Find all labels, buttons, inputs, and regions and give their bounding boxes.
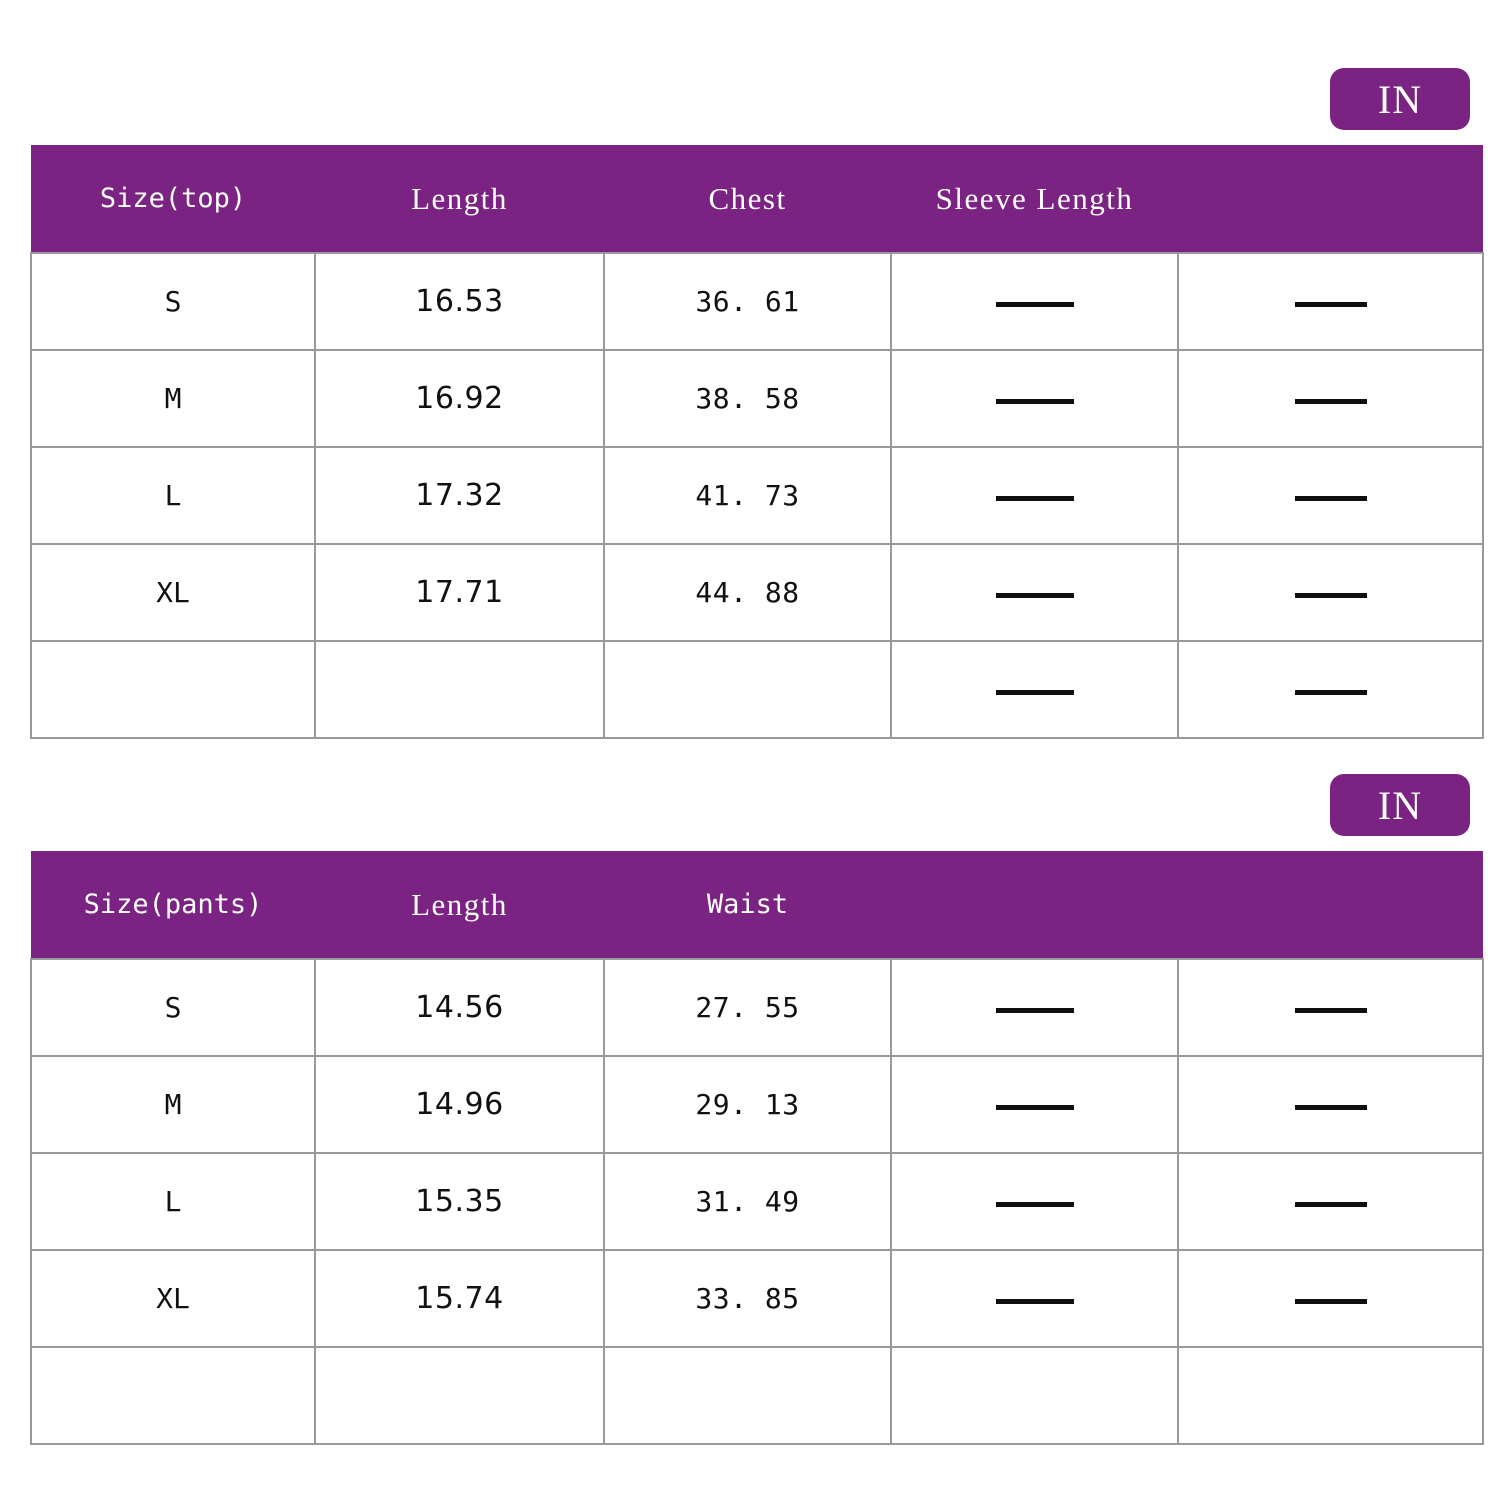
dash-icon	[1295, 593, 1367, 598]
table-row	[31, 959, 1483, 1056]
size-table-pants	[30, 851, 1484, 1445]
unit-badge-top	[1330, 68, 1470, 130]
cell-length: 14.96	[315, 1056, 604, 1153]
column-header-sleeve-length: Sleeve Length	[891, 145, 1178, 253]
cell-blank-1	[891, 1056, 1178, 1153]
column-header-blank-2	[1178, 851, 1483, 959]
cell-sleeve	[891, 641, 1178, 738]
cell-size	[31, 1347, 315, 1444]
unit-badge-bottom-label: IN	[1377, 782, 1423, 828]
dash-icon	[1295, 399, 1367, 404]
cell-length: 16.53	[315, 253, 604, 350]
table-row	[31, 1153, 1483, 1250]
cell-length	[315, 1347, 604, 1444]
cell-extra	[1178, 641, 1483, 738]
cell-size: M	[31, 350, 315, 447]
cell-extra	[1178, 544, 1483, 641]
cell-length: 15.35	[315, 1153, 604, 1250]
cell-extra	[1178, 447, 1483, 544]
cell-blank-2	[1178, 1056, 1483, 1153]
cell-blank-1	[891, 1347, 1178, 1444]
cell-length: 14.56	[315, 959, 604, 1056]
cell-length: 17.32	[315, 447, 604, 544]
cell-waist	[604, 1347, 891, 1444]
dash-icon	[996, 302, 1074, 307]
cell-length: 16.92	[315, 350, 604, 447]
table-row	[31, 253, 1483, 350]
unit-badge-bottom	[1330, 774, 1470, 836]
dash-icon	[996, 593, 1074, 598]
cell-extra	[1178, 350, 1483, 447]
dash-icon	[1295, 690, 1367, 695]
cell-size: M	[31, 1056, 315, 1153]
cell-size: S	[31, 253, 315, 350]
cell-sleeve	[891, 447, 1178, 544]
cell-waist: 29. 13	[604, 1056, 891, 1153]
cell-chest: 38. 58	[604, 350, 891, 447]
table-row	[31, 350, 1483, 447]
cell-waist: 33. 85	[604, 1250, 891, 1347]
cell-size: S	[31, 959, 315, 1056]
column-header-size-pants: Size(pants)	[31, 851, 315, 959]
column-header-blank-1	[891, 851, 1178, 959]
unit-badge-top-label: IN	[1377, 76, 1423, 122]
cell-blank-2	[1178, 959, 1483, 1056]
cell-waist: 31. 49	[604, 1153, 891, 1250]
cell-size: L	[31, 1153, 315, 1250]
dash-icon	[1295, 496, 1367, 501]
cell-length: 15.74	[315, 1250, 604, 1347]
column-header-length: Length	[315, 145, 604, 253]
cell-length	[315, 641, 604, 738]
column-header-waist: Waist	[604, 851, 891, 959]
table-row	[31, 1056, 1483, 1153]
table-header-row	[31, 851, 1483, 959]
size-table-top	[30, 145, 1484, 739]
dash-icon	[1295, 1202, 1367, 1207]
dash-icon	[996, 690, 1074, 695]
cell-blank-1	[891, 959, 1178, 1056]
cell-size: L	[31, 447, 315, 544]
cell-chest: 36. 61	[604, 253, 891, 350]
dash-icon	[996, 496, 1074, 501]
column-header-size-top: Size(top)	[31, 145, 315, 253]
dash-icon	[1295, 1105, 1367, 1110]
column-header-blank	[1178, 145, 1483, 253]
cell-blank-1	[891, 1250, 1178, 1347]
table-row	[31, 544, 1483, 641]
cell-length: 17.71	[315, 544, 604, 641]
cell-blank-2	[1178, 1250, 1483, 1347]
dash-icon	[996, 1105, 1074, 1110]
table-row	[31, 447, 1483, 544]
cell-size: XL	[31, 1250, 315, 1347]
table-row	[31, 1250, 1483, 1347]
dash-icon	[996, 399, 1074, 404]
cell-sleeve	[891, 253, 1178, 350]
dash-icon	[996, 1202, 1074, 1207]
dash-icon	[996, 1008, 1074, 1013]
cell-size: XL	[31, 544, 315, 641]
table-header-row	[31, 145, 1483, 253]
dash-icon	[1295, 1008, 1367, 1013]
cell-chest: 44. 88	[604, 544, 891, 641]
table-row	[31, 641, 1483, 738]
cell-extra	[1178, 253, 1483, 350]
table-row	[31, 1347, 1483, 1444]
cell-sleeve	[891, 544, 1178, 641]
column-header-length: Length	[315, 851, 604, 959]
cell-waist: 27. 55	[604, 959, 891, 1056]
cell-blank-2	[1178, 1347, 1483, 1444]
cell-sleeve	[891, 350, 1178, 447]
cell-blank-2	[1178, 1153, 1483, 1250]
dash-icon	[1295, 1299, 1367, 1304]
cell-chest: 41. 73	[604, 447, 891, 544]
cell-chest	[604, 641, 891, 738]
cell-size	[31, 641, 315, 738]
dash-icon	[996, 1299, 1074, 1304]
dash-icon	[1295, 302, 1367, 307]
column-header-chest: Chest	[604, 145, 891, 253]
cell-blank-1	[891, 1153, 1178, 1250]
